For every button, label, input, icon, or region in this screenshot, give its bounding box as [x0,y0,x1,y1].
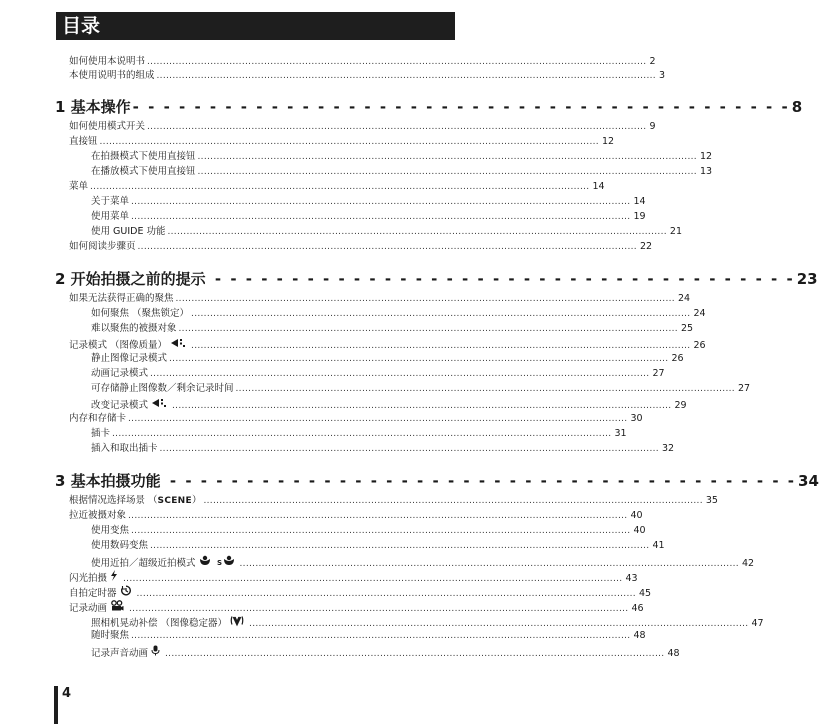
toc-entry-label: 使用近拍／超级近拍模式 [91,558,196,569]
toc-subentry[interactable] [91,615,764,629]
toc-entry-page: 12 [699,151,713,162]
toc-subentry[interactable] [91,540,665,552]
toc-entry-page: 27 [652,368,665,379]
toc-entry-label: 如何使用模式开关 [69,121,146,132]
toc-subentry[interactable] [91,308,706,320]
toc-entry-page: 26 [671,353,684,364]
toc-entry-label: 使用 GUIDE 功能 [91,226,166,237]
toc-entry-label: 内存和存储卡 [69,413,127,424]
toc-entry-page: 48 [667,648,680,659]
dot-leader: .............................................................................................................................................................. [156,71,656,81]
toc-subentry[interactable] [91,323,694,335]
dot-leader: .............................................................................................................................................................. [191,341,691,351]
dot-leader: .............................................................................................................................................................. [131,212,631,222]
toc-entry-page: 14 [633,196,646,207]
toc-entry-page: 14 [592,181,605,192]
toc-entry-label: 可存储静止图像数／剩余记录时间 [91,383,234,394]
toc-subentry[interactable] [91,151,713,163]
macro-icon [199,555,211,566]
toc-entry-label: 菜单 [69,181,89,192]
movie-icon [110,600,124,611]
svg-text:S: S [216,559,222,567]
toc-subentry[interactable] [91,555,755,569]
toc-entry-label: 关于菜单 [91,196,130,207]
dot-leader: .............................................................................................................................................................. [131,631,631,641]
toc-entry-page: 24 [693,308,706,319]
toc-entry-label: 如何使用本说明书 [69,56,146,67]
section-page: 8 [791,98,803,116]
toc-entry-page: 31 [614,428,627,439]
dot-leader: .............................................................................................................................................................. [191,309,691,319]
toc-entry-page: 46 [631,603,644,614]
dot-leader: .............................................................................................................................................................. [159,444,659,454]
toc-entry-page: 3 [658,70,665,81]
dot-leader: .............................................................................................................................................................. [249,619,749,629]
toc-entry-page: 35 [705,495,718,506]
toc-entry-label: 在拍摄模式下使用直接钮 [91,151,196,162]
toc-entry-page: 40 [633,525,646,536]
dot-leader: .............................................................................................................................................................. [131,197,631,207]
toc-entry-page: 2 [649,56,656,67]
toc-entry-page: 9 [649,121,656,132]
toc-header-bar [56,12,455,40]
dash-leader: - - - - - - - - - - - - - - - - - - - - - - - - - - - - - - - - - - - - - - [207,270,795,288]
section-heading[interactable] [55,471,819,491]
dot-leader: .............................................................................................................................................................. [90,182,590,192]
toc-entry-label: 闪光拍摄 [69,573,108,584]
page-title: 目录 [62,15,101,37]
toc-entry-page: 19 [633,211,646,222]
dot-leader: .............................................................................................................................................................. [203,496,703,506]
toc-entry-label: 难以聚焦的被摄对象 [91,323,177,334]
dot-leader: .............................................................................................................................................................. [123,574,623,584]
toc-entry-page: 22 [639,241,653,252]
quality-icon [170,338,186,348]
dot-leader: .............................................................................................................................................................. [147,57,647,67]
dot-leader: .............................................................................................................................................................. [167,227,667,237]
toc-entry-page: 40 [630,510,643,521]
toc-entry-label: 使用数码变焦 [91,540,149,551]
dot-leader: .............................................................................................................................................................. [150,541,650,551]
scene-tag: SCENE [157,496,192,506]
toc-entry-page: 27 [737,383,751,394]
section-title: 2 开始拍摄之前的提示 [55,270,206,288]
toc-entry-label: 记录声音动画 [91,648,149,659]
toc-entry-label: 直接钮 [69,136,98,147]
dot-leader: .............................................................................................................................................................. [169,354,669,364]
toc-subentry[interactable] [91,353,684,365]
toc-entry-label: 如果无法获得正确的聚焦 [69,293,174,304]
toc-entry-page: 42 [741,558,755,569]
toc-entry[interactable] [69,293,691,305]
toc-entry-label: 改变记录模式 [91,400,149,411]
toc-entry-label: 照相机晃动补偿 （图像稳定器） [91,618,228,629]
toc-subentry[interactable] [91,428,627,440]
toc-subentry[interactable] [91,211,646,223]
toc-subentry[interactable] [91,196,646,208]
flash-icon [110,570,118,581]
toc-entry-label: 在播放模式下使用直接钮 [91,166,196,177]
dot-leader: .............................................................................................................................................................. [172,401,672,411]
toc-entry-label: 拉近被摄对象 [69,510,127,521]
toc-entry[interactable] [69,338,706,351]
toc-entry-label: 自拍定时器 [69,588,117,599]
dot-leader: .............................................................................................................................................................. [128,414,628,424]
dot-leader: .............................................................................................................................................................. [128,511,628,521]
toc-entry-page: 45 [638,588,652,599]
stabilizer-icon [230,615,244,626]
dot-leader: .............................................................................................................................................................. [112,429,612,439]
toc-entry[interactable] [69,70,665,82]
dot-leader: .............................................................................................................................................................. [129,604,629,614]
toc-entry-page: 24 [677,293,691,304]
dot-leader: .............................................................................................................................................................. [136,589,636,599]
toc-subentry[interactable] [91,368,665,380]
toc-entry-page: 41 [652,540,665,551]
toc-entry[interactable] [69,56,656,68]
section-page: 34 [798,472,819,490]
dash-leader: - - - - - - - - - - - - - - - - - - - - - - - - - - - - - - - - - - - - - - - - - [162,472,797,490]
toc-subentry[interactable] [91,226,682,238]
section-heading[interactable] [55,269,818,289]
footer-bar [54,686,58,724]
dot-leader: .............................................................................................................................................................. [150,369,650,379]
toc-entry-label: 根据情况选择场景 （ [69,495,158,506]
toc-entry-label: 记录模式 （图像质量） [69,340,168,351]
dot-leader: .............................................................................................................................................................. [137,242,637,252]
toc-entry[interactable] [69,121,656,133]
page-number: 4 [62,686,72,701]
self-timer-icon [120,585,132,596]
toc-subentry[interactable] [91,383,751,395]
toc-entry-label: 插卡 [91,428,111,439]
toc-entry[interactable] [69,241,653,253]
microphone-icon [151,645,160,656]
section-page: 23 [796,270,818,288]
toc-entry[interactable] [69,570,638,584]
dot-leader: .............................................................................................................................................................. [197,152,697,162]
dot-leader: .............................................................................................................................................................. [175,294,675,304]
toc-entry-label-suffix: ） [191,495,202,506]
toc-entry-label: 如何聚焦 （聚焦锁定） [91,308,190,319]
dot-leader: .............................................................................................................................................................. [147,122,647,132]
section-title: 3 基本拍摄功能 [55,472,161,490]
toc-entry[interactable] [69,181,605,193]
toc-entry-page: 43 [625,573,638,584]
toc-entry-label: 如何阅读步骤页 [69,241,136,252]
dot-leader: .............................................................................................................................................................. [131,526,631,536]
dot-leader: .............................................................................................................................................................. [178,324,678,334]
toc-entry[interactable] [69,510,643,522]
dot-leader: .............................................................................................................................................................. [235,384,735,394]
toc-entry-page: 47 [751,618,764,629]
toc-entry-page: 25 [680,323,694,334]
toc-entry-page: 12 [601,136,615,147]
dash-leader: - - - - - - - - - - - - - - - - - - - - - - - - - - - - - - - - - - - - - - - - - - - [132,98,790,116]
toc-entry-label: 静止图像记录模式 [91,353,168,364]
dot-leader: .............................................................................................................................................................. [99,137,599,147]
toc-subentry[interactable] [91,166,713,178]
toc-entry-page: 32 [661,443,675,454]
toc-entry-page: 48 [633,630,646,641]
toc-entry-page: 30 [630,413,643,424]
toc-entry-label: 插入和取出插卡 [91,443,158,454]
toc-entry[interactable] [69,600,644,614]
toc-entry-page: 26 [693,340,706,351]
toc-entry[interactable] [69,495,718,507]
dot-leader: .............................................................................................................................................................. [197,167,697,177]
toc-entry-label: 记录动画 [69,603,108,614]
toc-subentry[interactable] [91,630,646,642]
toc-entry-label: 随时聚焦 [91,630,130,641]
toc-subentry[interactable] [91,443,675,455]
toc-entry-label: 使用菜单 [91,211,130,222]
section-heading[interactable] [55,97,803,117]
toc-entry[interactable] [69,413,643,425]
dot-leader: .............................................................................................................................................................. [165,649,665,659]
toc-entry-label: 动画记录模式 [91,368,149,379]
toc-subentry[interactable] [91,398,687,411]
toc-entry[interactable] [69,585,652,599]
section-title: 1 基本操作 [55,98,131,116]
dot-leader: .............................................................................................................................................................. [239,559,739,569]
toc-entry-label: 使用变焦 [91,525,130,536]
quality-icon [151,398,167,408]
super-macro-icon [217,555,235,566]
toc-subentry[interactable] [91,525,646,537]
toc-subentry[interactable] [91,645,680,659]
toc-entry-page: 29 [674,400,687,411]
toc-entry-label: 本使用说明书的组成 [69,70,155,81]
toc-entry-page: 21 [669,226,682,237]
toc-entry[interactable] [69,136,615,148]
toc-entry-page: 13 [699,166,713,177]
